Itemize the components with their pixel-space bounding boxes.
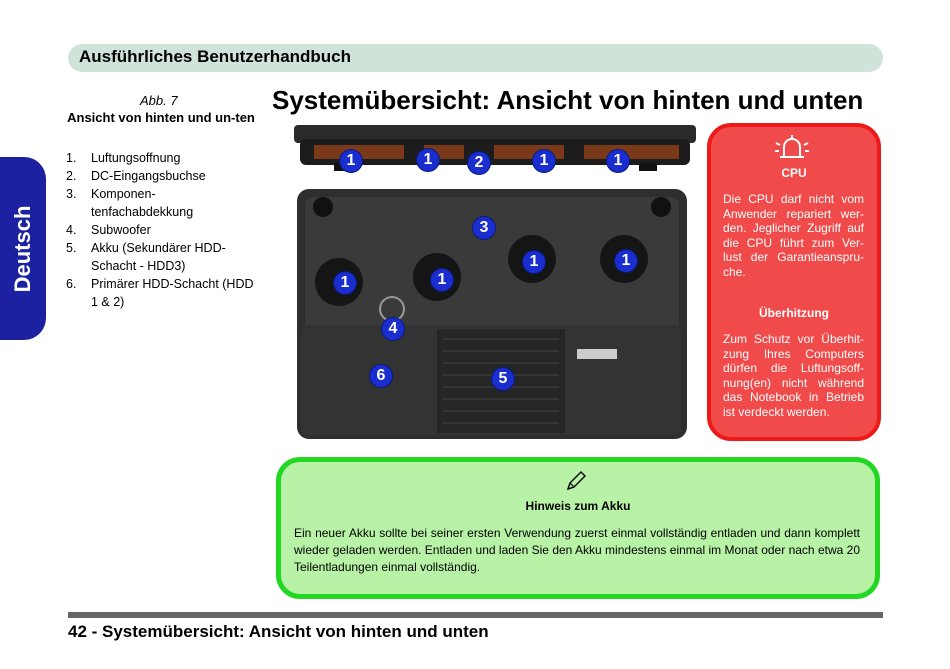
callout-marker: 6 <box>369 364 393 388</box>
legend-item: 1. Luftungsoffnung <box>66 151 181 165</box>
manual-title: Ausführliches Benutzerhandbuch <box>79 47 352 66</box>
page-footer: 42 - Systemübersicht: Ansicht von hinten und unten <box>68 622 489 641</box>
overheat-warning-text: Zum Schutz vor Überhit-zung Ihres Computers dürfen die Luftungsoff-nung(en) nicht während das Notebook in Betrieb ist verdeckt werden. <box>723 332 864 419</box>
callout-marker: 1 <box>606 149 630 173</box>
legend-item: 4. Subwoofer <box>66 223 151 237</box>
figure-legend <box>66 149 256 311</box>
callout-marker: 2 <box>467 151 491 175</box>
legend-item: 6. Primärer HDD-Schacht (HDD 1 & 2) <box>66 277 254 309</box>
note-heading: Hinweis zum Akku <box>525 499 631 513</box>
language-tab-label: Deutsch <box>10 205 35 293</box>
footer-rule <box>68 612 883 618</box>
callout-marker: 1 <box>416 148 440 172</box>
legend-item: 5. Akku (Sekundärer HDD-Schacht - HDD3) <box>66 241 226 273</box>
note-text: Ein neuer Akku sollte bei seiner ersten Verwendung zuerst einmal vollständig entladen und dann komplett wieder geladen werden. Entladen und laden Sie den Akku mindestens einmal im Monat oder nach etwa 20 Teilentladungen einmal vollständig. <box>294 526 860 574</box>
callout-marker: 5 <box>491 367 515 391</box>
page-title: Systemübersicht: Ansicht von hinten und unten <box>272 85 864 115</box>
pen-icon <box>565 470 587 492</box>
callout-marker: 1 <box>430 268 454 292</box>
callout-marker: 1 <box>614 249 638 273</box>
figure-caption: Abb. 7 <box>140 93 178 108</box>
callout-marker: 1 <box>333 271 357 295</box>
figure-title: Ansicht von hinten und un-ten <box>67 110 255 125</box>
callout-marker: 3 <box>472 216 496 240</box>
alarm-bell-icon <box>772 133 812 161</box>
legend-item: 2. DC-Eingangsbuchse <box>66 169 206 183</box>
callout-marker: 1 <box>532 149 556 173</box>
legend-item: 3. Komponen-tenfachabdekkung <box>66 187 194 219</box>
callout-marker: 4 <box>381 317 405 341</box>
cpu-warning-text: Die CPU darf nicht vom Anwender repariert wer-den. Jeglicher Zugriff auf die CPU führt zum Ver-lust der Garantieanspru-che. <box>723 192 864 279</box>
callout-marker: 1 <box>339 149 363 173</box>
callout-marker: 1 <box>522 250 546 274</box>
cpu-heading: CPU <box>781 166 807 180</box>
overheat-heading: Überhitzung <box>759 306 829 320</box>
